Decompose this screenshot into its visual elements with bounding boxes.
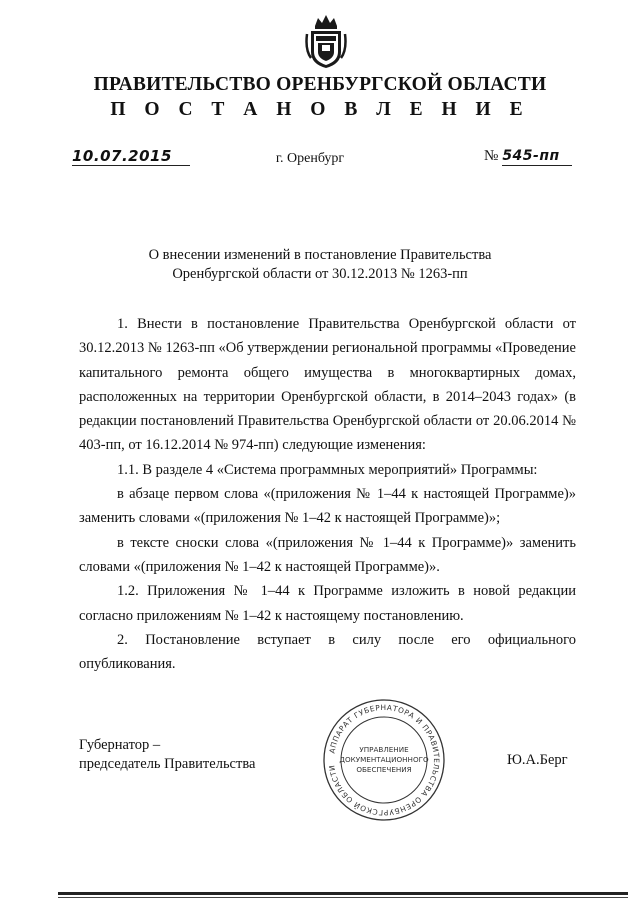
stamp-line-2: ДОКУМЕНТАЦИОННОГО bbox=[339, 755, 429, 764]
official-stamp bbox=[322, 698, 446, 822]
document-city: г. Оренбург bbox=[275, 151, 345, 166]
paragraph-1-1: 1.1. В разделе 4 «Система программных мероприятий» Программы: bbox=[117, 461, 538, 478]
footer-rule-thin bbox=[58, 897, 628, 898]
number-value: 545-пп bbox=[502, 148, 572, 166]
signatory-position bbox=[79, 736, 255, 773]
coat-of-arms-icon bbox=[305, 12, 347, 70]
organization-name: ПРАВИТЕЛЬСТВО ОРЕНБУРГСКОЙ ОБЛАСТИ bbox=[93, 74, 547, 95]
paragraph-2: 2. Постановление вступает в силу после его официального опубликования. bbox=[79, 631, 576, 673]
position-line-1: Губернатор – bbox=[79, 737, 161, 753]
title-line-2: Оренбургской области от 30.12.2013 № 1263-пп bbox=[172, 265, 468, 282]
document-body bbox=[79, 312, 576, 676]
stamp-line-1: УПРАВЛЕНИЕ bbox=[359, 745, 409, 754]
paragraph-1-2: 1.2. Приложения № 1–44 к Программе изложить в новой редакции согласно приложениям № 1–42 к настоящему постановлению. bbox=[79, 583, 576, 624]
document-date: 10.07.2015 bbox=[72, 148, 190, 166]
paragraph-4: в тексте сноски слова «(приложения № 1–44 к Программе)» заменить словами «(приложения № 1–42 к настоящей Программе)». bbox=[79, 534, 576, 575]
stamp-ring-text: АППАРАТ ГУБЕРНАТОРА И ПРАВИТЕЛЬСТВА ОРЕНБУРГСКОЙ ОБЛАСТИ bbox=[327, 702, 442, 818]
signatory-name: Ю.А.Берг bbox=[507, 752, 568, 768]
number-sign: № bbox=[484, 148, 499, 164]
stamp-line-3: ОБЕСПЕЧЕНИЯ bbox=[356, 765, 412, 774]
paragraph-3: в абзаце первом слова «(приложения № 1–44 к настоящей Программе)» заменить словами «(приложения № 1–42 к настоящей Программе)»; bbox=[79, 486, 576, 527]
document-type: П О С Т А Н О В Л Е Н И Е bbox=[110, 99, 530, 120]
paragraph-1: 1. Внести в постановление Правительства Оренбургской области от 30.12.2013 № 1263-пп «Об утверждении региональной программы «Проведение капитального ремонта общего имущества в многоквартирных домах, расположенных на территории Оренбургской области, в 2014–2043 годах» (в редакции постановлений Правительства Оренбургской области от 20.06.2014 № 403-пп, от 16.12.2014 № 974-пп) следующие изменения: bbox=[79, 316, 576, 454]
footer-rule bbox=[58, 892, 628, 895]
document-number bbox=[484, 148, 572, 166]
position-line-2: председатель Правительства bbox=[79, 755, 256, 772]
title-line-1: О внесении изменений в постановление Правительства bbox=[148, 247, 492, 263]
document-title bbox=[0, 246, 640, 283]
